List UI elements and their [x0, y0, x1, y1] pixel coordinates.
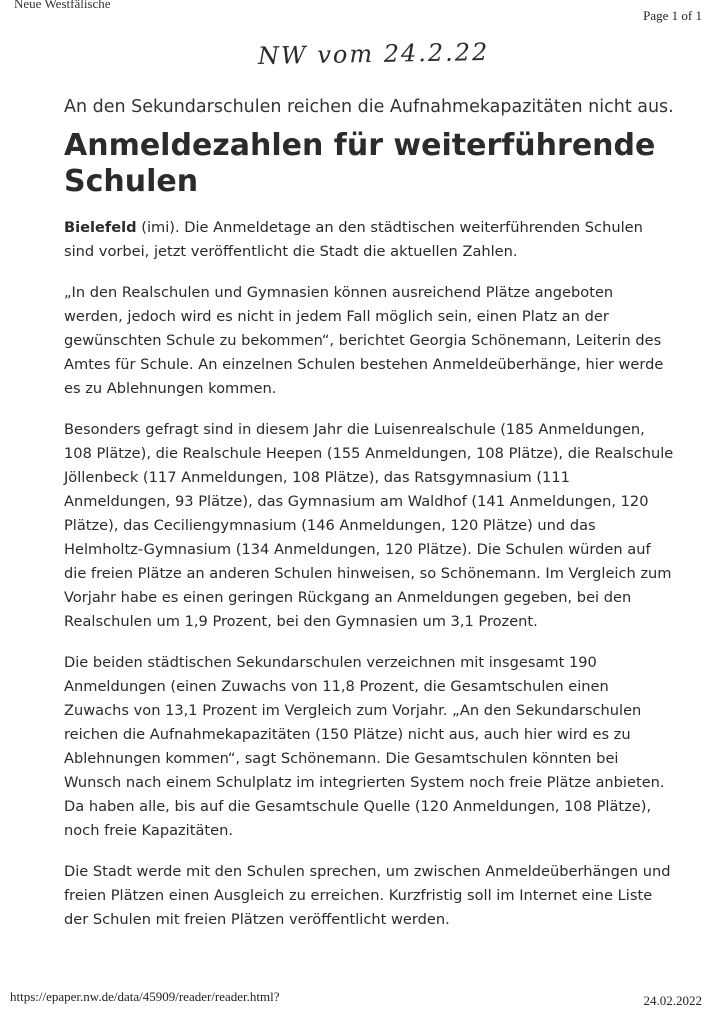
- print-header-page: Page 1 of 1: [643, 8, 702, 23]
- print-header-source: Neue Westfälische: [14, 0, 111, 11]
- print-footer-date: 24.02.2022: [643, 993, 702, 1008]
- article: [64, 96, 676, 932]
- article-paragraph-5: Die Stadt werde mit den Schulen sprechen, um zwischen Anmeldeüberhängen und freien Plätzen einen Ausgleich zu erreichen. Kurzfristig soll im Internet eine Liste der Schulen mit freien Plätzen veröffentlicht werden.: [64, 863, 671, 928]
- article-paragraph-1: [64, 216, 676, 264]
- article-paragraph-4: Die beiden städtischen Sekundarschulen verzeichnen mit insgesamt 190 Anmeldungen (einen Zuwachs von 11,8 Prozent, die Gesamtschulen einen Zuwachs von 13,1 Prozent im Vergleich zum Vorjahr. „An den Sekundarschulen reichen die Aufnahmekapazitäten (150 Plätze) nicht aus, auch hier wird es zu Ablehnungen kommen“, sagt Schönemann. Die Gesamtschulen könnten bei Wunsch nach einem Schulplatz im integrierten System noch freie Plätze anbieten. Da haben alle, bis auf die Gesamtschule Quelle (120 Anmeldungen, 108 Plätze), noch freie Kapazitäten.: [64, 654, 665, 839]
- print-footer-url: https://epaper.nw.de/data/45909/reader/reader.html?: [10, 989, 280, 1004]
- article-paragraph-1-text: (imi). Die Anmeldetage an den städtischen weiterführenden Schulen sind vorbei, jetzt veröffentlicht die Stadt die aktuellen Zahlen.: [64, 219, 643, 260]
- article-headline: Anmeldezahlen für weiterführende Schulen: [64, 128, 656, 199]
- article-paragraph-2: „In den Realschulen und Gymnasien können ausreichend Plätze angeboten werden, jedoch wird es nicht in jedem Fall möglich sein, einen Platz an der gewünschten Schule zu bekommen“, berichtet Georgia Schönemann, Leiterin des Amtes für Schule. An einzelnen Schulen bestehen Anmeldeüberhänge, hier werde es zu Ablehnungen kommen.: [64, 284, 664, 397]
- article-subtitle: An den Sekundarschulen reichen die Aufnahmekapazitäten nicht aus.: [64, 97, 674, 117]
- article-dateline: Bielefeld: [64, 219, 137, 236]
- handwritten-note: NW vom 24.2.22: [257, 37, 490, 71]
- article-paragraph-3: Besonders gefragt sind in diesem Jahr die Luisenrealschule (185 Anmeldungen, 108 Plätze), die Realschule Heepen (155 Anmeldungen, 108 Plätze), die Realschule Jöllenbeck (117 Anmeldungen, 108 Plätze), das Ratsgymnasium (111 Anmeldungen, 93 Plätze), das Gymnasium am Waldhof (141 Anmeldungen, 120 Plätze), das Ceciliengymnasium (146 Anmeldungen, 120 Plätze) und das Helmholtz-Gymnasium (134 Anmeldungen, 120 Plätze). Die Schulen würden auf die freien Plätze an anderen Schulen hinweisen, so Schönemann. Im Vergleich zum Vorjahr habe es einen geringen Rückgang an Anmeldungen gegeben, bei den Realschulen um 1,9 Prozent, bei den Gymnasien um 3,1 Prozent.: [64, 421, 674, 630]
